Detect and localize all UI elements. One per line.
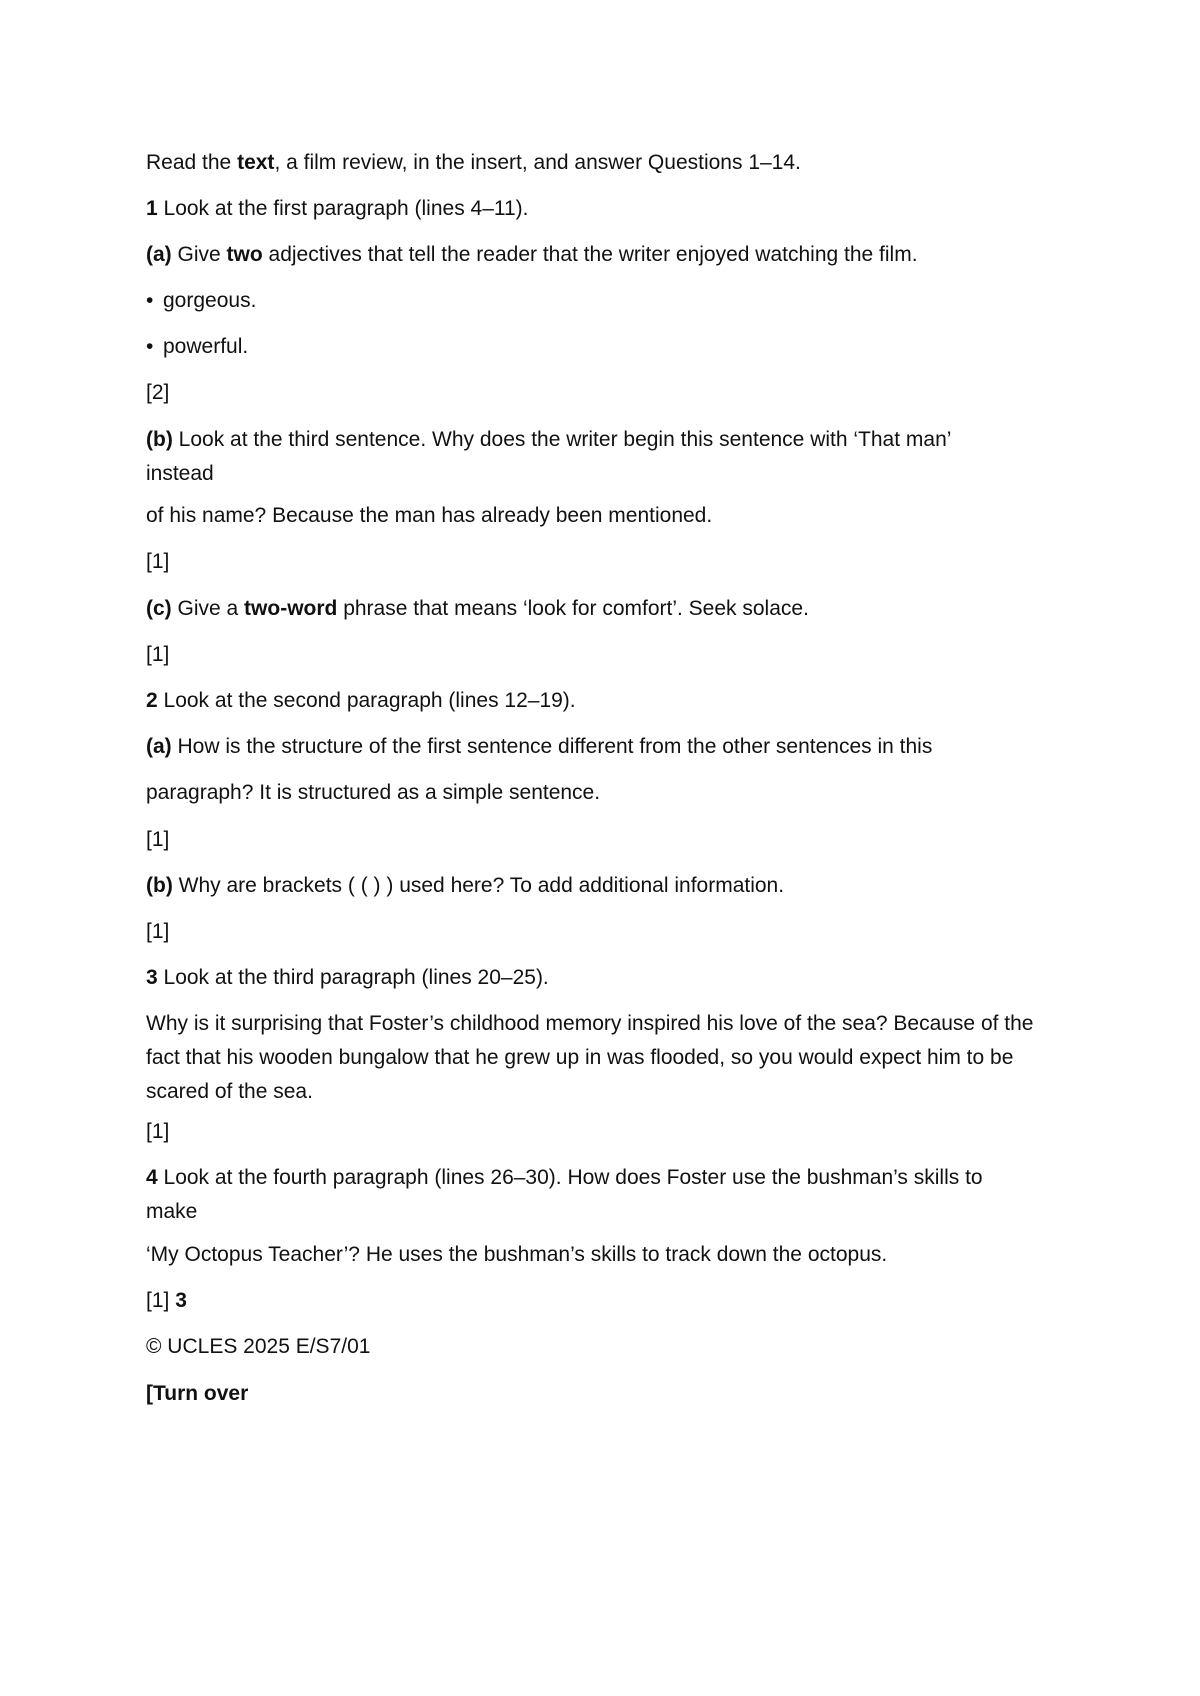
question-text-wrap: make <box>146 1200 198 1223</box>
question-number: 4 <box>146 1166 158 1189</box>
instructions <box>146 146 801 180</box>
question-text: Look at the third paragraph (lines 20–25). <box>157 966 549 989</box>
marks: [1] <box>146 828 170 851</box>
question-2a-answer: paragraph? It is structured as a simple sentence. <box>146 781 601 804</box>
bullet-text: gorgeous. <box>163 289 257 312</box>
question-3-answer: Why is it surprising that Foster’s childhood memory inspired his love of the sea? Because of the fact that his wooden bungalow that he grew up in was flooded, so you would expect him to be scared of the sea. <box>146 1012 1034 1103</box>
question-2b <box>146 869 784 903</box>
marks: [1] <box>146 1289 176 1312</box>
marks: [1] <box>146 550 170 573</box>
question-text: How is the structure of the first sentence different from the other sentences in this <box>171 735 933 758</box>
marks: [2] <box>146 381 170 404</box>
question-2a <box>146 730 932 764</box>
question-label: (b) <box>146 874 173 897</box>
question-number: 2 <box>146 689 158 712</box>
bullet-icon: • <box>146 289 154 312</box>
bullet-text: powerful. <box>163 335 249 358</box>
marks-and-page <box>146 1284 187 1318</box>
marks: [1] <box>146 920 170 943</box>
question-label: (c) <box>146 597 172 620</box>
question-text: Look at the first paragraph (lines 4–11). <box>157 197 529 220</box>
answer-bullet <box>146 330 248 364</box>
page-number: 3 <box>175 1289 187 1312</box>
question-text: Give <box>171 243 227 266</box>
bullet-icon: • <box>146 335 154 358</box>
question-4 <box>146 1161 983 1229</box>
question-label: (a) <box>146 243 172 266</box>
question-4-answer: ‘My Octopus Teacher’? He uses the bushman’s skills to track down the octopus. <box>146 1243 888 1266</box>
question-text-end: adjectives that tell the reader that the writer enjoyed watching the film. <box>262 243 918 266</box>
question-text: Look at the second paragraph (lines 12–19). <box>157 689 576 712</box>
question-text: Give a <box>171 597 245 620</box>
question-bold: two-word <box>244 597 338 620</box>
question-bold: two <box>226 243 263 266</box>
question-text-wrap: instead <box>146 462 214 485</box>
instructions-bold: text <box>237 151 275 174</box>
question-text: Look at the third sentence. Why does the writer begin this sentence with ‘That man’ <box>172 428 952 451</box>
question-text: Why are brackets ( ( ) ) used here? To add additional information. <box>172 874 785 897</box>
copyright: © UCLES 2025 E/S7/01 <box>146 1335 371 1358</box>
question-1a <box>146 238 918 272</box>
question-2 <box>146 684 576 718</box>
question-1c <box>146 592 809 626</box>
question-text-end: phrase that means ‘look for comfort’. Seek solace. <box>337 597 809 620</box>
marks: [1] <box>146 1120 170 1143</box>
question-label: (a) <box>146 735 172 758</box>
instructions-text-end: , a film review, in the insert, and answer Questions 1–14. <box>274 151 801 174</box>
question-text: Look at the fourth paragraph (lines 26–30). How does Foster use the bushman’s skills to <box>157 1166 983 1189</box>
marks: [1] <box>146 643 170 666</box>
instructions-text: Read the <box>146 151 238 174</box>
question-number: 1 <box>146 197 158 220</box>
answer-bullet <box>146 284 256 318</box>
question-number: 3 <box>146 966 158 989</box>
question-3 <box>146 961 549 995</box>
question-1b-answer: of his name? Because the man has already been mentioned. <box>146 504 713 527</box>
question-label: (b) <box>146 428 173 451</box>
question-1 <box>146 192 529 226</box>
turn-over: [Turn over <box>146 1382 249 1405</box>
question-1b <box>146 423 951 491</box>
